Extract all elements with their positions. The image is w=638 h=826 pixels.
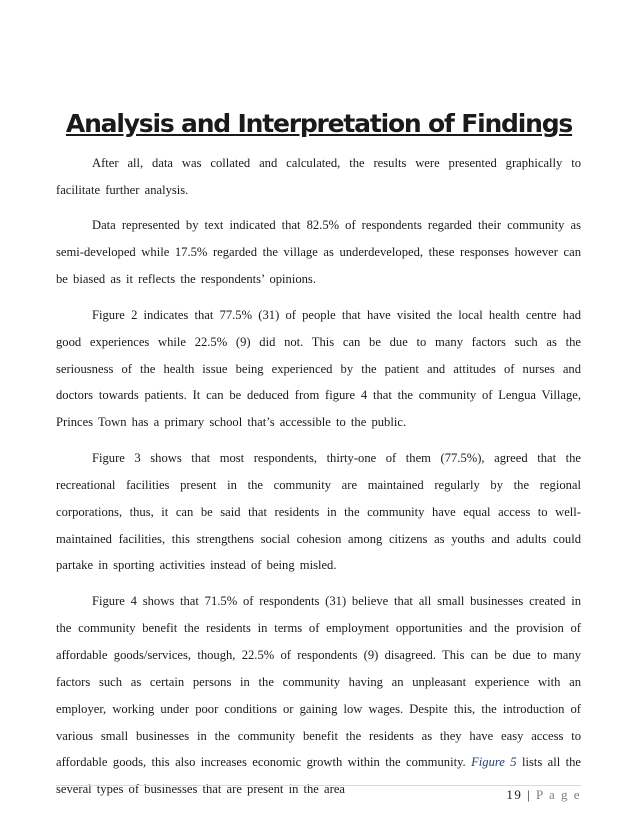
page-number: 19	[506, 787, 523, 802]
paragraph-small-businesses	[56, 588, 581, 803]
paragraph-small-businesses-tail: lists all the several types of businesses that are present in the area	[56, 755, 581, 797]
paragraph-community-development: Data represented by text indicated that 82.5% of respondents regarded their community as semi-developed while 17.5% regarded the village as underdeveloped, these responses however can be biased as it reflects the respondents’ opinions.	[56, 218, 581, 287]
body-text	[56, 150, 581, 812]
page-title: Analysis and Interpretation of Findings	[65, 108, 573, 138]
paragraph-intro: After all, data was collated and calculated, the results were presented graphically to facilitate further analysis.	[56, 156, 581, 197]
footer-separator: |	[522, 787, 536, 802]
page-footer	[506, 787, 581, 803]
paragraph-recreational-facilities: Figure 3 shows that most respondents, thirty-one of them (77.5%), agreed that the recreational facilities present in the community are maintained regularly by the regional corporations, thus, it can be said that residents in the community have equal access to well-maintained facilities, this strengthens social cohesion among citizens as youths and adults could partake in sporting activities instead of being misled.	[56, 450, 581, 573]
paragraph-small-businesses-text: Figure 4 shows that 71.5% of respondents (31) believe that all small businesses created in the community benefit the residents in terms of employment opportunities and the provision of affordable goods/services, though, 22.5% of respondents (9) disagreed. This can be due to many factors such as certain persons in the community having an unpleasant experience with an employer, working under poor conditions or gaining low wages. Despite this, the introduction of various small businesses in the community benefit the residents as they have easy access to affordable goods, this also increases economic growth within the community.	[56, 593, 581, 770]
page-word: P a g e	[535, 787, 581, 802]
paragraph-health-centre: Figure 2 indicates that 77.5% (31) of people that have visited the local health centre had good experiences while 22.5% (9) did not. This can be due to many factors such as the seriousness of the health issue being experienced by the patient and attitudes of nurses and doctors towards patients. It can be deduced from figure 4 that the community of Lengua Village, Princes Town has a primary school that’s accessible to the public.	[56, 307, 581, 430]
footer-divider	[56, 785, 581, 786]
figure-5-reference: Figure 5	[471, 755, 517, 770]
